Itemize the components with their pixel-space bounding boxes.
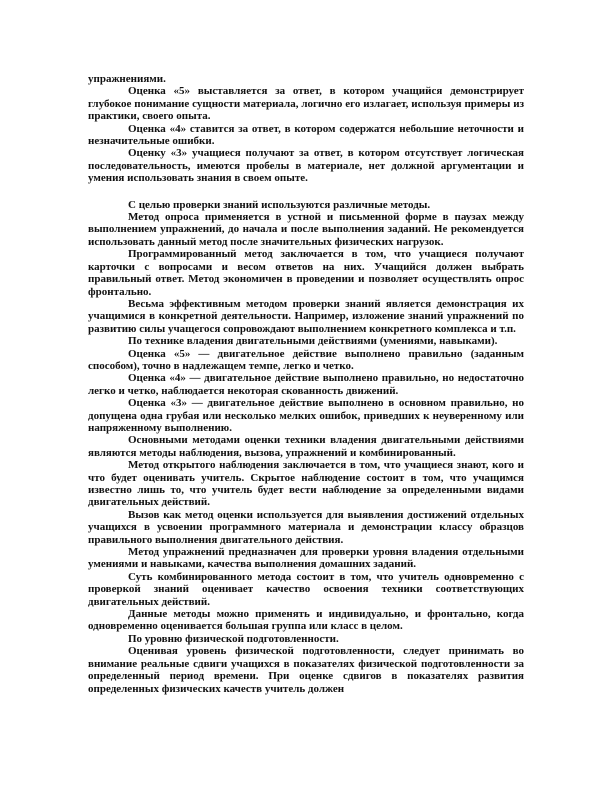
paragraph-continuation: упражнениями. <box>88 73 166 85</box>
paragraph-fitness-evaluation: Оценивая уровень физической подготовленности, следует принимать во внимание реальные сдвиги учащихся в показателях физической подготовленности за определенный период времени. При оценке сдвигов в показателях развития определенных физических качеств учитель должен <box>88 645 524 695</box>
paragraph-exercise-method: Метод упражнений предназначен для проверки уровня владения отдельными умениями и навыками, качества выполнения домашних заданий. <box>88 546 524 571</box>
paragraph-gap <box>88 185 524 199</box>
paragraph-knowledge-methods: С целью проверки знаний используются различные методы. <box>128 198 431 211</box>
paragraph-demonstration-method: Весьма эффективным методом проверки знаний является демонстрация их учащимися в конкретной деятельности. Например, изложение знаний упражнений по развитию силы учащегося сопровождают выполнением конкретного комплекса и т.п. <box>88 297 524 335</box>
paragraph-grade-3-answer: Оценку «3» учащиеся получают за ответ, в котором отсутствует логическая последовательность, имеются пробелы в материале, нет должной аргументации и умения использовать знания в своем опыте. <box>88 147 524 185</box>
paragraph-technique-heading: По технике владения двигательными действиями (умениями, навыками). <box>128 335 498 348</box>
paragraph-grade-5-answer: Оценка «5» выставляется за ответ, в котором учащийся демонстрирует глубокое понимание сущности материала, логично его излагает, используя примеры из практики, своего опыта. <box>88 85 524 123</box>
paragraph-technique-grade-5: Оценка «5» — двигательное действие выполнено правильно (заданным способом), точно в надлежащем темпе, легко и четко. <box>88 347 524 372</box>
paragraph-grade-4-answer: Оценка «4» ставится за ответ, в котором содержатся небольшие неточности и незначительные ошибки. <box>88 122 524 148</box>
paragraph-fitness-heading: По уровню физической подготовленности. <box>128 632 339 645</box>
paragraph-technique-methods: Основными методами оценки техники владения двигательными действиями являются методы наблюдения, вызова, упражнений и комбинированный. <box>88 434 524 459</box>
paragraph-programmed-method: Программированный метод заключается в том, что учащиеся получают карточки с вопросами и весом ответов на них. Учащийся должен выбрать правильный ответ. Метод экономичен в проведении и позволяет осуществлять опрос фронтально. <box>88 248 524 298</box>
paragraph-application: Данные методы можно применять и индивидуально, и фронтально, когда одновременно оценивается большая группа или класс в целом. <box>88 608 524 633</box>
paragraph-survey-method: Метод опроса применяется в устной и письменной форме в паузах между выполнением упражнений, до начала и после выполнения заданий. Не рекомендуется использовать данный метод после значительных физических нагрузок. <box>88 211 524 248</box>
paragraph-combined-method: Суть комбинированного метода состоит в том, что учитель одновременно с проверкой знаний оценивает качество освоения техники соответствующих двигательных действий. <box>88 570 524 608</box>
paragraph-technique-grade-4: Оценка «4» — двигательное действие выполнено правильно, но недостаточно легко и четко, наблюдается некоторая скованность движений. <box>88 372 524 397</box>
document-page <box>88 73 524 695</box>
paragraph-observation-method: Метод открытого наблюдения заключается в том, что учащиеся знают, кого и что будет оценивать учитель. Скрытое наблюдение состоит в том, что учащимся известно лишь то, что учитель будет вести наблюдение за определенными видами двигательных действий. <box>88 459 524 509</box>
paragraph-call-method: Вызов как метод оценки используется для выявления достижений отдельных учащихся в усвоении программного материала и демонстрации классу образцов правильного выполнения двигательного действия. <box>88 508 524 546</box>
paragraph-technique-grade-3: Оценка «3» — двигательное действие выполнено в основном правильно, но допущена одна грубая или несколько мелких ошибок, приведших к неуверенному или напряженному выполнению. <box>88 397 524 434</box>
